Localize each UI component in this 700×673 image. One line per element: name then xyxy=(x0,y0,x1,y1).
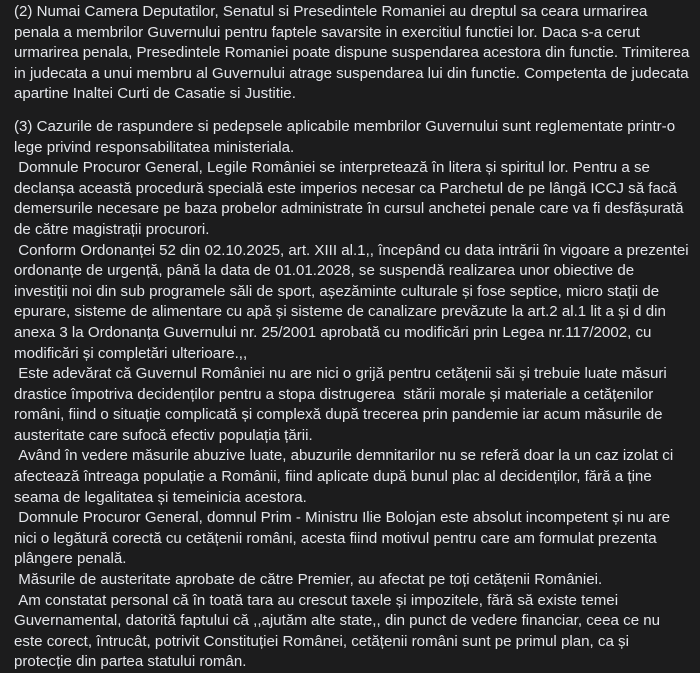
paragraph-prime-minister: Domnule Procuror General, domnul Prim - Ministru Ilie Bolojan este absolut incompetent și nu are nici o legătură corectă cu cetățenii români, acesta fiind motivul pentru care am formulat prezenta plângere penală. xyxy=(14,509,675,568)
paragraph-interpretation: Domnule Procuror General, Legile României se interpretează în litera și spiritul lor. Pentru a se declanșa această procedură specială este imperios necesar ca Parchetul de pe lângă ICCJ să facă demersurile necesare pe baza probelor administrate în cursul anchetei penale care va fi desfășurată de către magistrații procurori. xyxy=(14,159,688,238)
paragraph-article-2: (2) Numai Camera Deputatilor, Senatul si Presedintele Romaniei au dreptul sa ceara urmarirea penala a membrilor Guvernului pentru faptele savarsite in exercitiul functiei lor. Daca s-a cerut urmarirea penala, Presedintele Romaniei poate dispune suspendarea acestora din functie. Trimiterea in judecata a unui membru al Guvernului atrage suspendarea lui din functie. Competenta de judecata apartine Inaltei Curti de Casatie si Justitie. xyxy=(14,3,694,103)
paragraph-article-3: (3) Cazurile de raspundere si pedepsele aplicabile membrilor Guvernului sunt reglementate printr-o lege privind responsabilitatea ministeriala. xyxy=(14,117,680,156)
paragraph-abusive-measures: Având în vedere măsurile abuzive luate, abuzurile demnitarilor nu se referă doar la un caz izolat ci afectează întreaga populație a Românii, fiind aplicate după bunul plac al decidenților, fără a ține seama de legalitatea și temeinicia acestora. xyxy=(14,447,678,506)
paragraph-austerity: Măsurile de austeritate aprobate de către Premier, au afectat pe toți cetățenii României. xyxy=(14,571,603,589)
paragraph-ordinance-52: Conform Ordonanței 52 din 02.10.2025, art. XIII al.1,, începând cu data intrării în vigoare a prezentei ordonanțe de urgență, până la data de 01.01.2028, se suspendă realizarea unor obiective de investiții noi din sub programele săli de sport, așezăminte culturale și fose septice, micro stații de epurare, sisteme de alimentare cu apă și sisteme de canalizare prevăzute la art.2 al.1 lit a și d din anexa 3 la Ordonanța Guvernului nr. 25/2001 aprobată cu modificări prin Legea nr.117/2002, cu modificări și completări ulterioare.,, xyxy=(14,241,693,362)
paragraph-government-care: Este adevărat că Guvernul României nu are nici o grijă pentru cetățenii săi și trebuie luate măsuri drastice împotriva decidenților pentru a stopa distrugerea stării morale și materiale a cetățenilor români, fiind o situație complicată și complexă după trecerea prin pandemie iar acum măsurile de austeritate care sufocă efectiv populația țării. xyxy=(14,365,671,444)
paragraph-taxes: Am constatat personal că în toată tara au crescut taxele și impozitele, fără să existe temei Guvernamental, datorită faptului că ,,ajutăm alte state,, din punct de vedere financiar, ceea ce nu este corect, întrucât, potrivit Constituției Românei, cetățenii români sunt pe primul plan, ca și protecție din partea statului român. xyxy=(14,591,665,671)
paragraph-spacer xyxy=(14,105,690,117)
